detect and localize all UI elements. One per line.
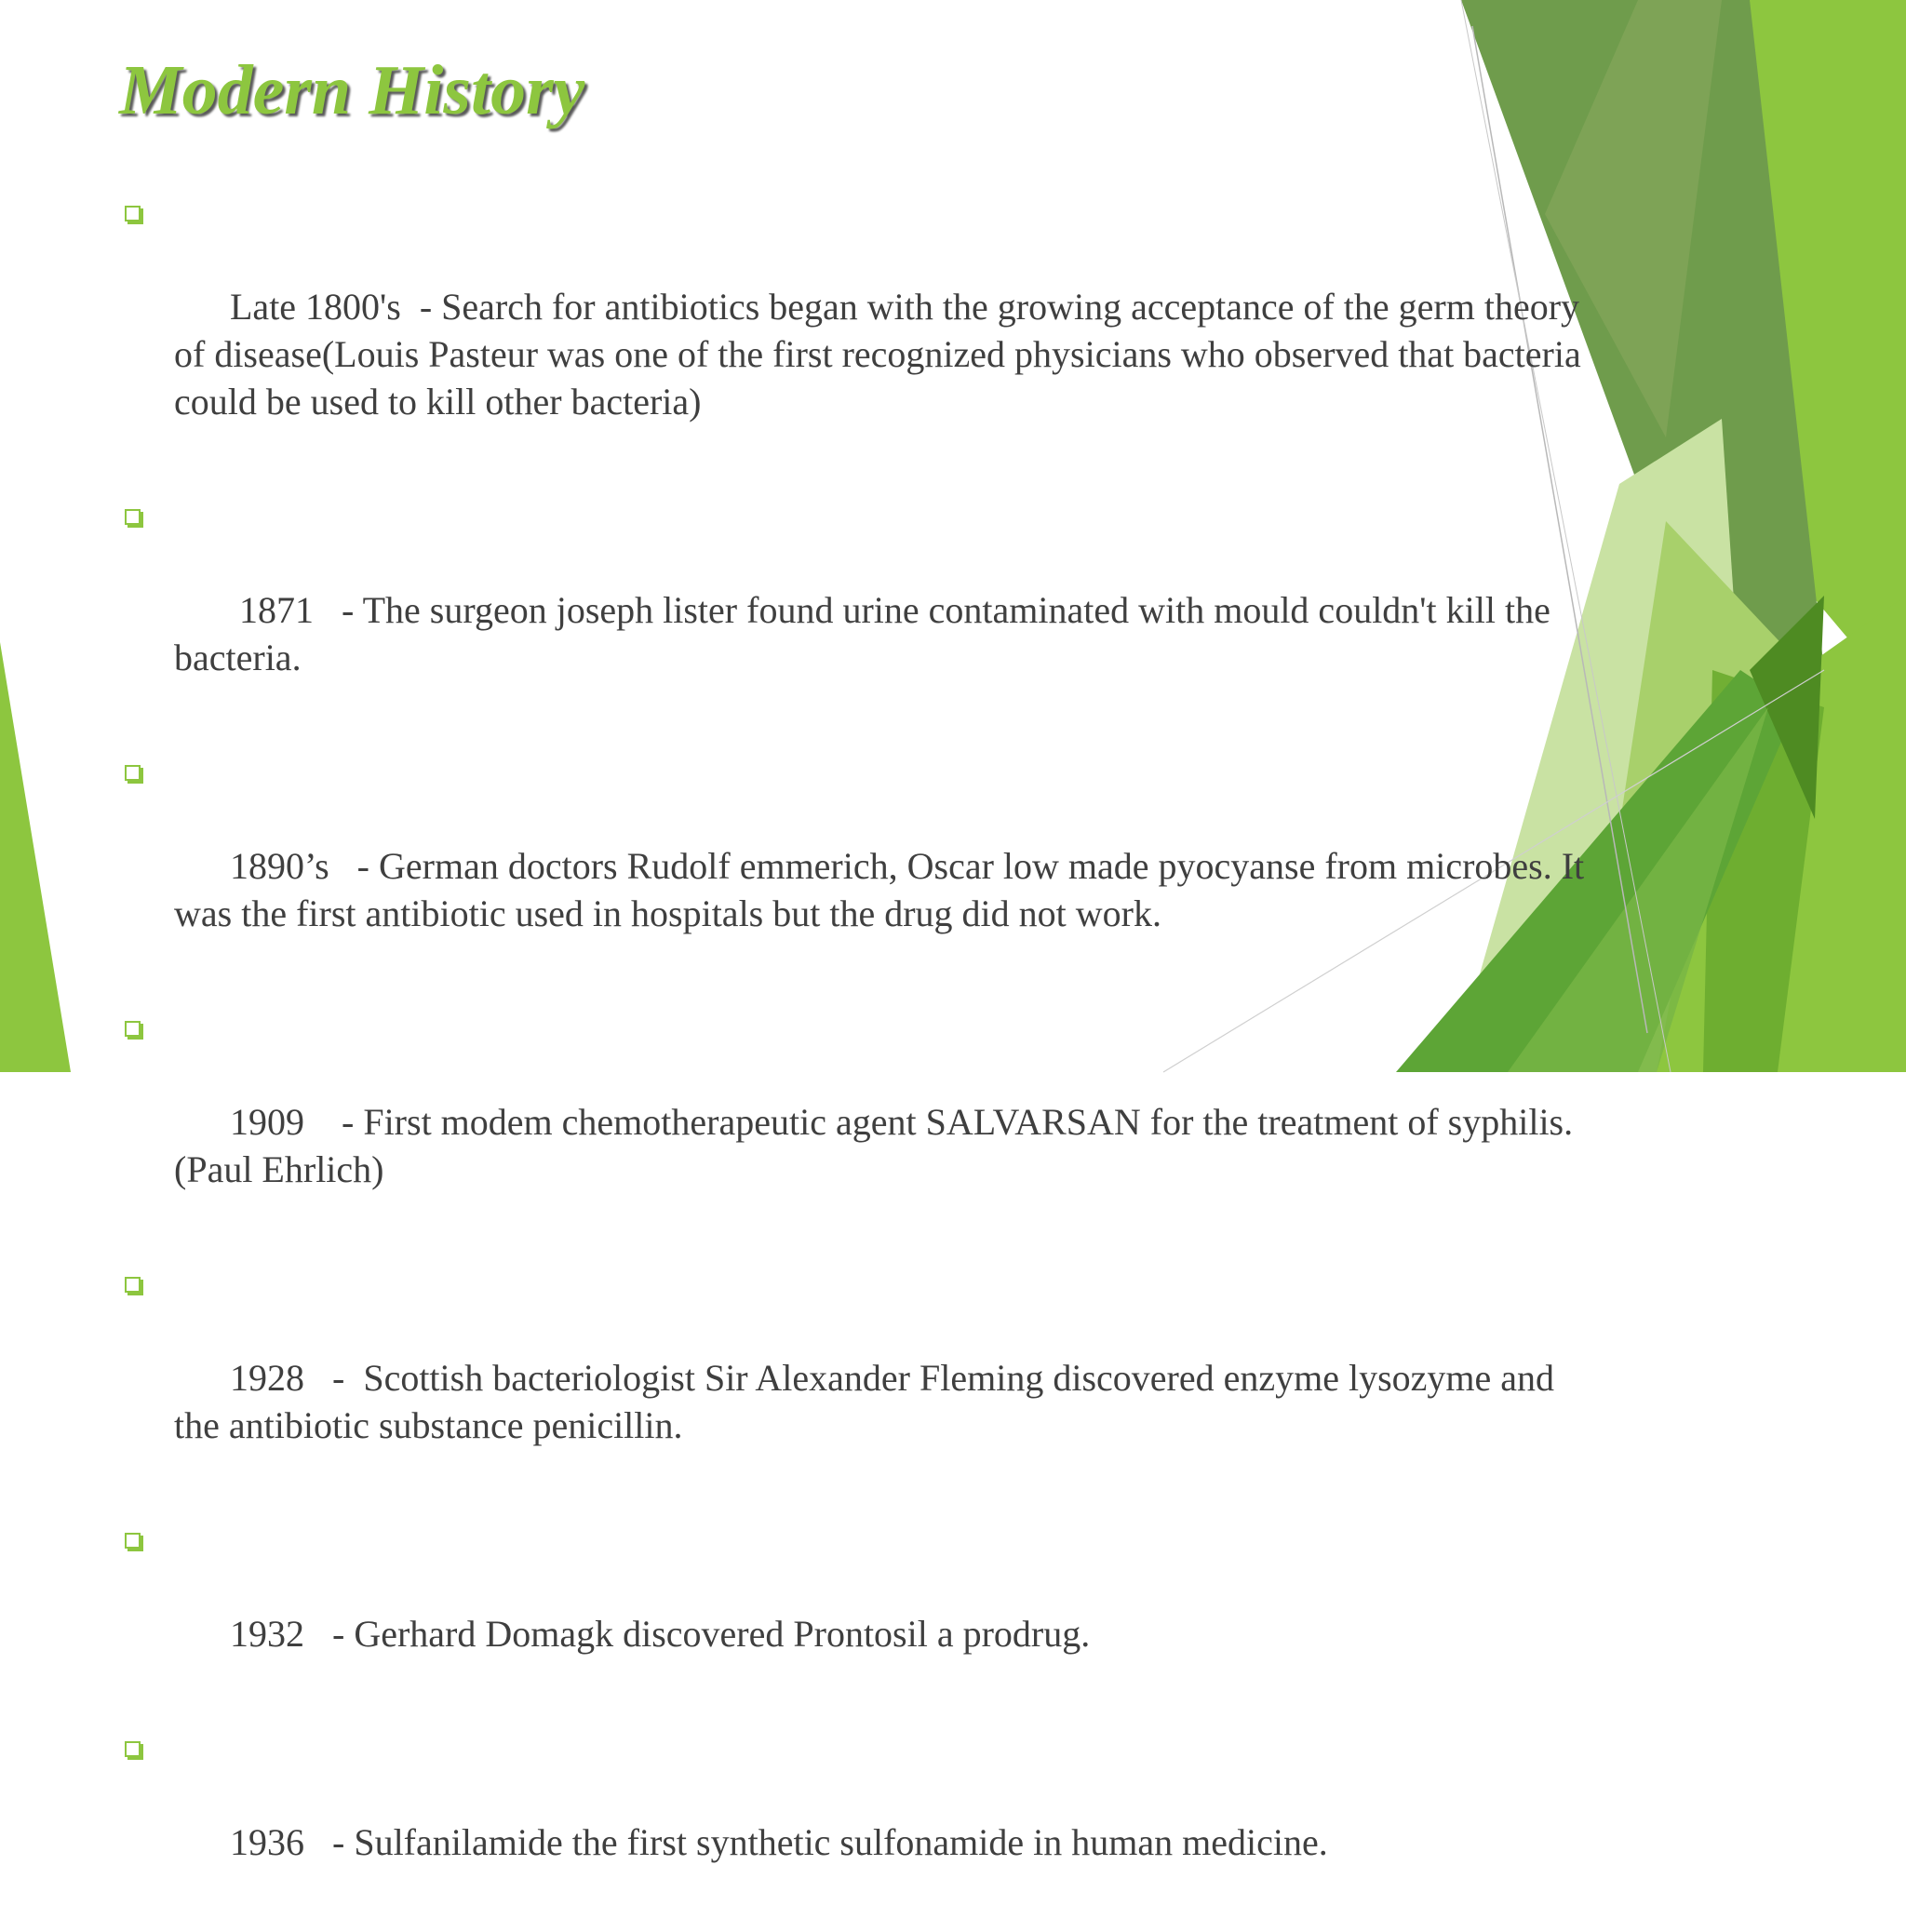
- list-item-text: 1890’s - German doctors Rudolf emmerich, Oscar low made pyocyanse from microbes. It was the first antibiotic used in hospitals but the drug did not work.: [174, 845, 1594, 934]
- list-item: [119, 747, 1608, 985]
- list-item: [119, 491, 1608, 729]
- list-item-text: 1909 - First modem chemotherapeutic agent SALVARSAN for the treatment of syphilis. (Paul Ehrlich): [174, 1101, 1583, 1190]
- hollow-square-bullet-icon: [125, 1741, 141, 1757]
- hollow-square-bullet-icon: [125, 206, 141, 221]
- list-item: [119, 188, 1608, 473]
- list-item-text: 1928 - Scottish bacteriologist Sir Alexander Fleming discovered enzyme lysozyme and the antibiotic substance penicillin.: [174, 1357, 1564, 1446]
- hollow-square-bullet-icon: [125, 1021, 141, 1037]
- hollow-square-bullet-icon: [125, 765, 141, 781]
- list-item-text: 1932 - Gerhard Domagk discovered Prontosil a prodrug.: [230, 1613, 1091, 1655]
- slide-title: Modern History: [119, 51, 585, 129]
- list-item: [119, 1515, 1608, 1705]
- hollow-square-bullet-icon: [125, 1533, 141, 1549]
- list-item: [119, 1003, 1608, 1241]
- list-item-text: 1871 - The surgeon joseph lister found urine contaminated with mould couldn't kill the bacteria.: [174, 589, 1560, 678]
- list-item: [119, 1724, 1608, 1913]
- list-item: [119, 1259, 1608, 1496]
- list-item-text: 1936 - Sulfanilamide the first synthetic sulfonamide in human medicine.: [230, 1821, 1328, 1863]
- list-item-text: Late 1800's - Search for antibiotics began with the growing acceptance of the germ theory of disease(Louis Pasteur was one of the first recognized physicians who observed that bacteria could be used to kill other bacteria): [174, 286, 1591, 423]
- hollow-square-bullet-icon: [125, 509, 141, 525]
- hollow-square-bullet-icon: [125, 1277, 141, 1293]
- bullet-list: [119, 188, 1608, 1932]
